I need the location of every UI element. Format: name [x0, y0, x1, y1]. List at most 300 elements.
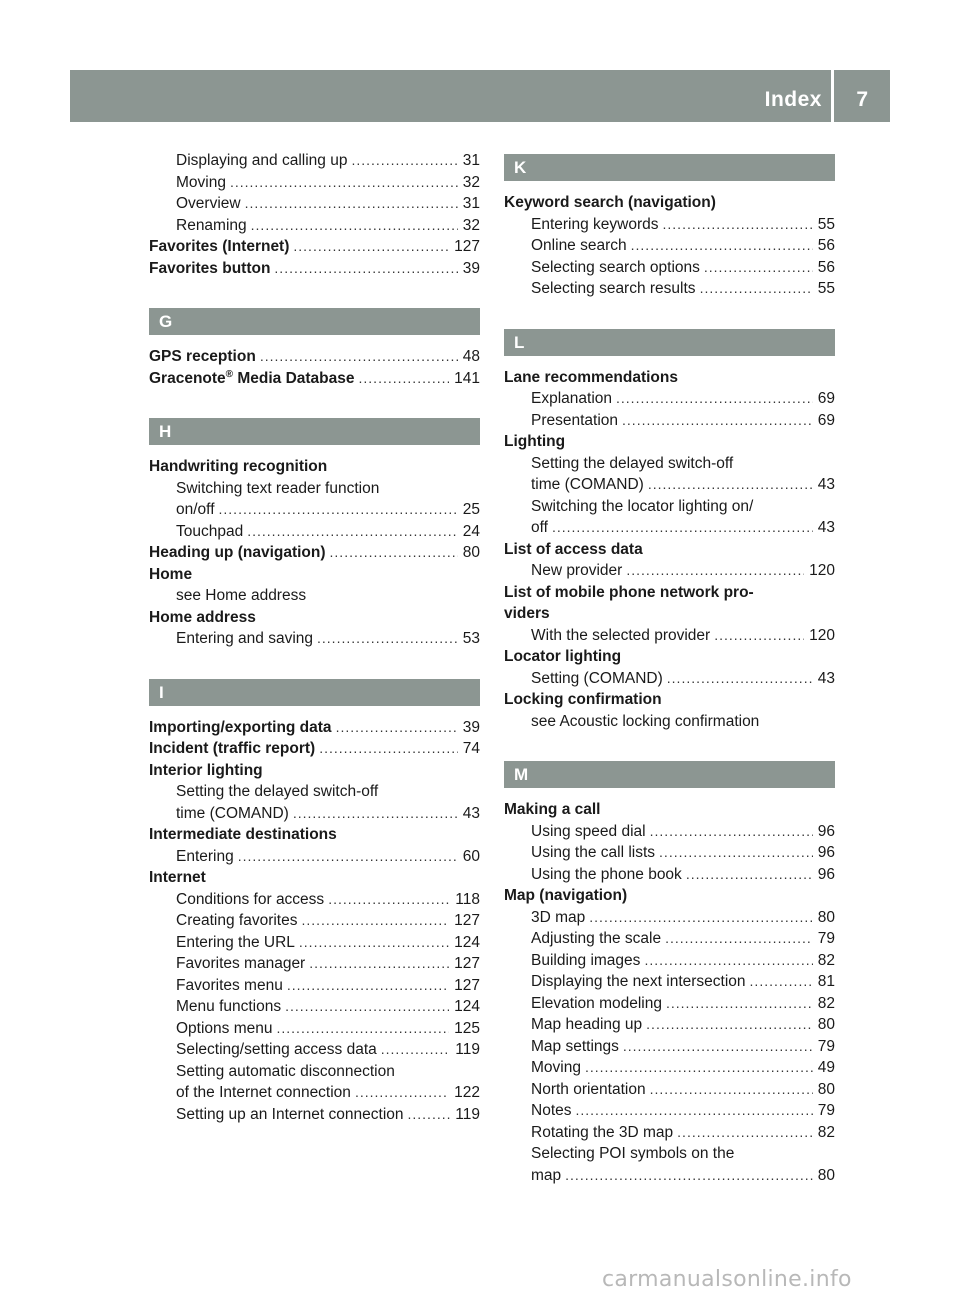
page-reference: 82	[817, 1123, 835, 1141]
entry-text	[531, 517, 548, 539]
index-subentry	[149, 585, 480, 607]
page-reference: 119	[455, 1105, 480, 1123]
index-entry	[149, 738, 480, 760]
entry-text	[531, 1143, 734, 1165]
entry-label: Favorites manager	[176, 955, 306, 972]
entry-text	[176, 803, 289, 825]
entry-label: time (COMAND)	[531, 476, 644, 493]
entry-text	[504, 192, 716, 214]
entry-text	[149, 346, 256, 368]
page-reference: 124	[454, 998, 480, 1015]
entry-label: Touchpad	[176, 522, 244, 540]
index-subentry	[504, 453, 835, 475]
page-reference: 39	[462, 259, 480, 277]
index-entry	[504, 603, 835, 625]
entry-label: New provider	[531, 562, 623, 579]
entry-text	[149, 867, 206, 889]
page-reference: 79	[817, 930, 835, 947]
dot-leader	[277, 1018, 450, 1040]
dot-leader	[665, 928, 813, 950]
index-column-right	[504, 150, 835, 1186]
dot-leader	[355, 1082, 449, 1104]
entry-label: Options menu	[176, 1019, 273, 1037]
dot-leader	[704, 257, 813, 279]
index-subentry	[504, 950, 835, 972]
page-reference: 120	[809, 562, 835, 579]
index-subentry	[149, 1039, 480, 1061]
page-reference: 74	[462, 740, 480, 757]
page-reference: 56	[817, 258, 835, 276]
index-subentry	[504, 474, 835, 496]
index-column-left	[149, 150, 480, 1125]
entry-label: Locator lighting	[504, 648, 622, 665]
index-entry	[149, 607, 480, 629]
entry-text	[176, 585, 306, 607]
entry-label: Setting automatic disconnection	[176, 1062, 395, 1080]
page-reference: 60	[462, 847, 480, 865]
dot-leader	[585, 1057, 813, 1079]
page-reference: 96	[817, 844, 835, 861]
entry-label: Heading up (navigation)	[149, 544, 326, 561]
entry-label: Selecting search results	[531, 280, 696, 297]
entry-text	[176, 215, 247, 237]
entry-text	[149, 456, 327, 478]
index-subentry	[149, 1082, 480, 1104]
dot-leader	[247, 521, 458, 543]
entry-text	[176, 1104, 404, 1126]
dot-leader	[750, 971, 813, 993]
entry-text	[149, 760, 263, 782]
entry-text	[531, 1057, 581, 1079]
entry-text	[504, 539, 643, 561]
entry-label: Building images	[531, 951, 641, 969]
section-header: I	[149, 679, 480, 706]
entry-text	[176, 521, 243, 543]
entry-label: see Home address	[176, 587, 307, 604]
dot-leader	[576, 1100, 813, 1122]
page-reference: 53	[462, 630, 480, 647]
page-reference: 48	[462, 348, 480, 365]
entry-text	[176, 910, 297, 932]
entry-text	[176, 932, 295, 954]
page-reference: 96	[817, 822, 835, 840]
page-reference: 125	[454, 1019, 480, 1037]
dot-leader	[301, 910, 449, 932]
entry-label: Moving	[531, 1059, 581, 1076]
page-reference: 69	[817, 390, 835, 407]
dot-leader	[565, 1165, 813, 1187]
entry-label: Importing/exporting data	[149, 718, 332, 736]
page-reference: 127	[454, 238, 480, 255]
dot-leader	[663, 214, 813, 236]
dot-leader	[650, 821, 813, 843]
index-subentry	[504, 235, 835, 257]
dot-leader	[219, 499, 458, 521]
entry-text	[504, 582, 754, 604]
dot-leader	[299, 932, 449, 954]
index-entry	[149, 368, 480, 390]
page-reference: 122	[454, 1084, 480, 1101]
entry-text	[531, 1014, 642, 1036]
entry-text	[149, 368, 355, 390]
entry-text	[504, 603, 550, 625]
section-header: G	[149, 308, 480, 335]
page-reference: 80	[462, 544, 480, 561]
page-reference: 55	[817, 280, 835, 297]
entry-text	[531, 1165, 561, 1187]
index-subentry	[149, 628, 480, 650]
index-subentry	[504, 496, 835, 518]
entry-label: Entering the URL	[176, 933, 295, 951]
entry-label: Interior lighting	[149, 761, 263, 779]
entry-label: Map settings	[531, 1037, 619, 1055]
entry-label: viders	[504, 605, 550, 622]
dot-leader	[309, 953, 449, 975]
dot-leader	[230, 172, 458, 194]
entry-text	[149, 824, 337, 846]
page-reference: 55	[817, 215, 835, 233]
entry-text	[176, 628, 313, 650]
entry-text	[176, 1018, 273, 1040]
entry-label: Online search	[531, 237, 627, 254]
entry-label: Locking confirmation	[504, 691, 662, 708]
entry-label: Lighting	[504, 433, 566, 450]
entry-label: Entering	[176, 847, 234, 865]
index-subentry	[149, 1061, 480, 1083]
page-reference: 82	[817, 994, 835, 1012]
dot-leader	[260, 346, 458, 368]
entry-label: Switching text reader function	[176, 479, 380, 497]
index-subentry	[504, 278, 835, 300]
entry-text	[531, 388, 612, 410]
page-reference: 69	[817, 411, 835, 429]
index-entry	[149, 564, 480, 586]
entry-text	[531, 711, 759, 733]
entry-text	[531, 496, 753, 518]
dot-leader	[666, 993, 813, 1015]
entry-label: Presentation	[531, 411, 619, 429]
page-reference: 43	[817, 519, 835, 536]
entry-text	[149, 542, 326, 564]
entry-text	[176, 499, 215, 521]
page-reference: 141	[454, 369, 480, 387]
entry-label: Using the phone book	[531, 865, 682, 883]
section-header: L	[504, 329, 835, 356]
dot-leader	[328, 889, 450, 911]
index-subentry	[149, 996, 480, 1018]
section-header: H	[149, 418, 480, 445]
dot-leader	[648, 474, 813, 496]
entry-text	[531, 928, 661, 950]
index-entry	[504, 582, 835, 604]
dot-leader	[644, 950, 812, 972]
entry-text	[176, 172, 226, 194]
page-reference: 119	[455, 1041, 480, 1058]
index-subentry	[149, 193, 480, 215]
index-subentry	[504, 1057, 835, 1079]
entry-text	[531, 864, 682, 886]
page-reference: 25	[462, 501, 480, 518]
dot-leader	[238, 846, 458, 868]
entry-text	[531, 235, 627, 257]
index-subentry	[149, 215, 480, 237]
page-reference: 39	[462, 718, 480, 736]
entry-label: Conditions for access	[176, 890, 325, 908]
entry-label: Favorites menu	[176, 976, 283, 994]
entry-label: Setting (COMAND)	[531, 669, 663, 687]
entry-text	[149, 258, 270, 280]
page-reference: 24	[462, 522, 480, 540]
index-entry	[149, 236, 480, 258]
header-divider	[831, 70, 834, 122]
index-subentry	[504, 711, 835, 733]
index-subentry	[149, 889, 480, 911]
index-subentry	[504, 517, 835, 539]
entry-label: Renaming	[176, 216, 247, 234]
dot-leader	[317, 628, 458, 650]
page-reference: 43	[817, 476, 835, 493]
index-subentry	[504, 1036, 835, 1058]
entry-text	[531, 1100, 572, 1122]
dot-leader	[659, 842, 813, 864]
dot-leader	[274, 258, 457, 280]
index-entry	[149, 542, 480, 564]
header-bar	[70, 70, 890, 122]
entry-text	[531, 560, 622, 582]
page-reference: 124	[454, 933, 480, 951]
entry-text	[176, 193, 241, 215]
dot-leader	[319, 738, 458, 760]
entry-label: 3D map	[531, 908, 586, 926]
page-reference: 80	[817, 1080, 835, 1098]
entry-text	[531, 257, 700, 279]
entry-text	[176, 1061, 395, 1083]
entry-label: Adjusting the scale	[531, 930, 662, 947]
entry-text	[504, 689, 662, 711]
index-title: Index	[764, 88, 822, 111]
registered-mark: ®	[225, 368, 234, 380]
entry-label: Switching the locator lighting on/	[531, 497, 754, 515]
entry-label: Map heading up	[531, 1016, 643, 1033]
entry-text	[531, 993, 662, 1015]
index-subentry	[149, 803, 480, 825]
index-entry	[504, 367, 835, 389]
entry-text	[531, 214, 659, 236]
entry-label: Map (navigation)	[504, 887, 628, 904]
entry-label: Home	[149, 565, 193, 583]
index-entry	[504, 539, 835, 561]
index-subentry	[504, 257, 835, 279]
entry-text	[504, 885, 627, 907]
index-subentry	[504, 971, 835, 993]
entry-text	[531, 842, 655, 864]
dot-leader	[686, 864, 813, 886]
index-subentry	[504, 668, 835, 690]
index-entry	[149, 258, 480, 280]
index-entry	[504, 799, 835, 821]
dot-leader	[359, 368, 450, 390]
dot-leader	[245, 193, 458, 215]
index-entry	[504, 689, 835, 711]
entry-text	[176, 889, 324, 911]
entry-text	[531, 1036, 619, 1058]
index-subentry	[504, 625, 835, 647]
page-reference: 79	[817, 1037, 835, 1055]
entry-label: Favorites (Internet)	[149, 238, 290, 255]
entry-text	[531, 971, 746, 993]
entry-label: Setting up an Internet connection	[176, 1105, 404, 1123]
page-reference: 80	[817, 1016, 835, 1033]
index-subentry	[149, 1018, 480, 1040]
index-subentry	[504, 993, 835, 1015]
entry-label: time (COMAND)	[176, 804, 289, 822]
index-subentry	[149, 781, 480, 803]
dot-leader	[650, 1079, 813, 1101]
dot-leader	[330, 542, 458, 564]
entry-label: Selecting/setting access data	[176, 1041, 377, 1058]
index-subentry	[149, 499, 480, 521]
index-subentry	[149, 910, 480, 932]
index-subentry	[504, 821, 835, 843]
entry-label: Making a call	[504, 801, 601, 818]
dot-leader	[287, 975, 449, 997]
entry-text	[176, 996, 281, 1018]
entry-text	[176, 150, 347, 172]
index-subentry	[504, 560, 835, 582]
entry-text	[531, 950, 640, 972]
entry-label: on/off	[176, 501, 215, 518]
entry-label: List of mobile phone network pro-	[504, 583, 754, 601]
index-subentry	[504, 1122, 835, 1144]
dot-leader	[646, 1014, 813, 1036]
entry-label: Displaying the next intersection	[531, 973, 746, 990]
page-reference: 49	[817, 1059, 835, 1076]
entry-label: Keyword search (navigation)	[504, 194, 716, 211]
page-reference: 31	[462, 195, 480, 212]
entry-text	[504, 367, 678, 389]
index-entry	[504, 192, 835, 214]
page-reference: 32	[462, 216, 480, 234]
page-number: 7	[856, 88, 868, 111]
page-reference: 80	[817, 1166, 835, 1184]
entry-label: Moving	[176, 173, 226, 191]
dot-leader	[623, 1036, 813, 1058]
index-subentry	[149, 846, 480, 868]
dot-leader	[631, 235, 813, 257]
entry-label: Creating favorites	[176, 912, 298, 929]
page-reference: 118	[455, 890, 480, 908]
index-entry	[504, 646, 835, 668]
entry-text	[531, 1079, 646, 1101]
index-subentry	[504, 1079, 835, 1101]
entry-label-continued: Media Database	[233, 369, 355, 387]
watermark: carmanualsonline.info	[602, 1267, 852, 1292]
entry-text	[531, 907, 585, 929]
page-reference: 31	[462, 152, 480, 169]
entry-text	[531, 410, 618, 432]
entry-label: off	[531, 519, 548, 536]
index-entry	[149, 824, 480, 846]
entry-text	[149, 717, 332, 739]
entry-label: Setting the delayed switch-off	[176, 783, 379, 800]
index-subentry	[149, 932, 480, 954]
index-subentry	[504, 928, 835, 950]
entry-text	[176, 953, 305, 975]
index-subentry	[504, 864, 835, 886]
entry-label: see Acoustic locking confirmation	[531, 712, 760, 730]
entry-label: Elevation modeling	[531, 994, 662, 1012]
entry-text	[149, 738, 315, 760]
entry-label: Entering and saving	[176, 630, 314, 647]
entry-text	[176, 1082, 351, 1104]
entry-text	[176, 975, 283, 997]
entry-label: Gracenote	[149, 369, 226, 387]
entry-label: Using the call lists	[531, 844, 656, 861]
dot-leader	[616, 388, 813, 410]
page-reference: 127	[454, 976, 480, 994]
entry-text	[504, 431, 565, 453]
page-reference: 80	[817, 908, 835, 926]
entry-label: North orientation	[531, 1080, 646, 1098]
entry-text	[531, 668, 663, 690]
entry-text	[531, 821, 646, 843]
index-entry	[149, 717, 480, 739]
entry-label: Setting the delayed switch-off	[531, 454, 734, 472]
entry-label: Handwriting recognition	[149, 458, 328, 475]
entry-text	[531, 474, 644, 496]
entry-label: Internet	[149, 869, 206, 886]
index-subentry	[504, 1143, 835, 1165]
dot-leader	[626, 560, 804, 582]
entry-text	[504, 646, 621, 668]
index-entry	[149, 346, 480, 368]
section-header: M	[504, 761, 835, 788]
index-entry	[504, 431, 835, 453]
dot-leader	[622, 410, 813, 432]
dot-leader	[251, 215, 458, 237]
entry-text	[504, 799, 600, 821]
page-reference: 56	[817, 237, 835, 254]
dot-leader	[700, 278, 813, 300]
index-subentry	[149, 521, 480, 543]
entry-label: With the selected provider	[531, 626, 711, 644]
entry-text	[176, 1039, 377, 1061]
entry-label: Notes	[531, 1102, 572, 1119]
page-reference: 96	[817, 865, 835, 883]
entry-text	[531, 453, 733, 475]
dot-leader	[285, 996, 449, 1018]
entry-label: List of access data	[504, 540, 643, 558]
dot-leader	[552, 517, 813, 539]
index-entry	[149, 456, 480, 478]
page-reference: 43	[817, 669, 835, 687]
entry-label: Overview	[176, 195, 241, 212]
dot-leader	[293, 803, 458, 825]
entry-label: Lane recommendations	[504, 368, 678, 386]
entry-text	[531, 278, 696, 300]
entry-text	[176, 846, 234, 868]
entry-label: of the Internet connection	[176, 1084, 351, 1101]
index-entry	[149, 760, 480, 782]
page-reference: 82	[817, 951, 835, 969]
dot-leader	[667, 668, 813, 690]
index-subentry	[149, 478, 480, 500]
dot-leader	[336, 717, 458, 739]
entry-text	[149, 236, 289, 258]
page-reference: 127	[454, 955, 480, 972]
entry-label: Intermediate destinations	[149, 826, 337, 843]
entry-text	[176, 781, 378, 803]
